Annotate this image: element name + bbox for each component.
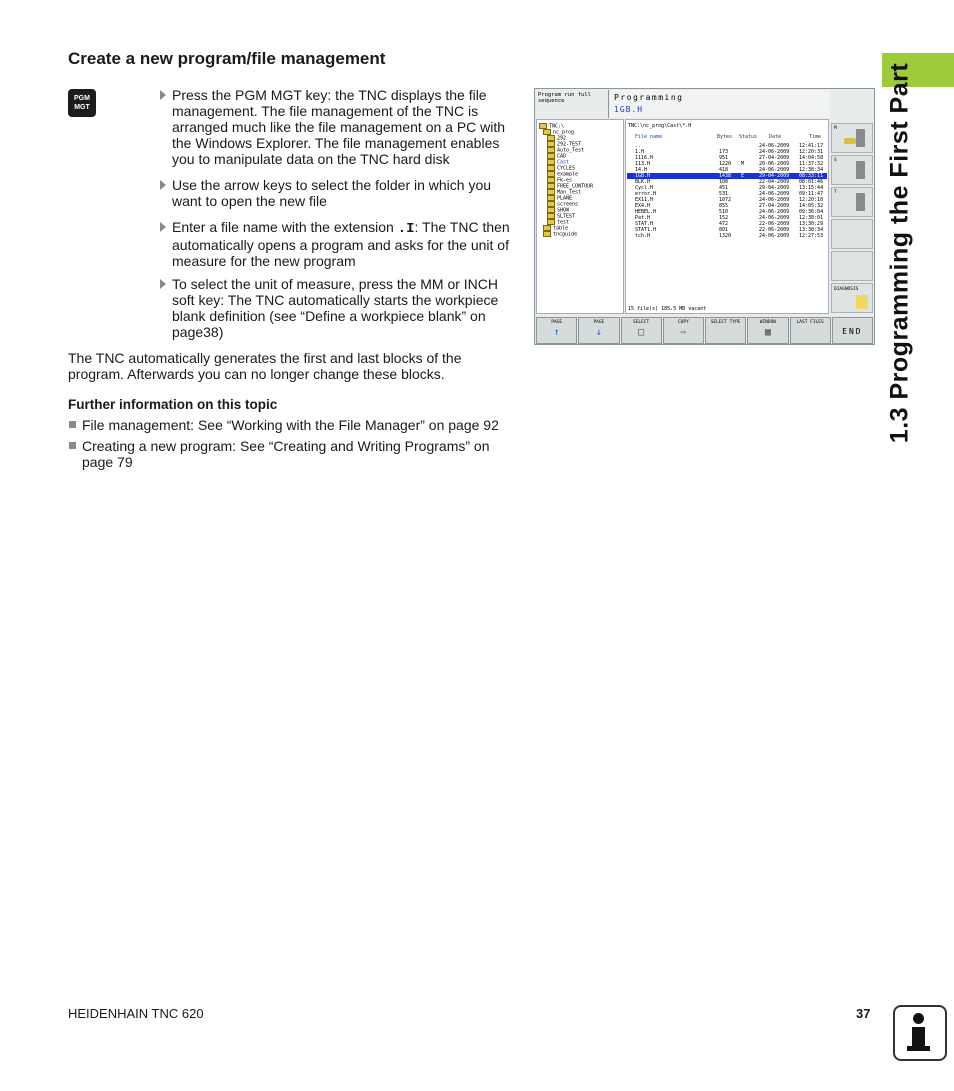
step-2: Use the arrow keys to select the folder in which you want to open the new file	[160, 177, 516, 209]
window-icon: ▦	[764, 327, 771, 338]
pgm-mgt-key-icon: PGM MGT	[68, 89, 96, 117]
folder-tree-item[interactable]: TNC:\	[539, 123, 564, 130]
folder-tree-item[interactable]: table	[543, 225, 568, 232]
step-1: Press the PGM MGT key: the TNC displays the file management. The file management of the TNC is arranged much like the file management on a PC with the Windows Explorer. The file management enables you to manipulate data on the TNC hard disk	[160, 87, 516, 167]
bullet-square-icon	[69, 442, 76, 449]
folder-tree-item[interactable]: Man_Test	[547, 189, 581, 196]
body-paragraph: The TNC automatically generates the first and last blocks of the program. Afterwards you can no longer change these blocks.	[68, 350, 462, 382]
side-softkey-empty-2[interactable]	[831, 251, 873, 281]
folder-tree-item[interactable]: example	[547, 171, 578, 178]
select-type-softkey[interactable]: SELECT TYPE	[705, 317, 746, 344]
side-softkey-s[interactable]: S	[831, 155, 873, 185]
file-row[interactable]: HEBEL.H 510 24-06-2009 09:36:04	[635, 209, 824, 215]
last-files-softkey[interactable]: LAST FILES	[790, 317, 831, 344]
arrow-down-icon: ↓	[595, 327, 602, 338]
page-up-softkey[interactable]: PAGE ↑	[536, 317, 577, 344]
folder-tree-item[interactable]: SHOW	[547, 207, 569, 214]
folder-tree-item[interactable]: Auto_Test	[547, 147, 584, 154]
side-softkey-panel	[831, 119, 873, 314]
folder-tree-item[interactable]: FREE_CONTOUR	[547, 183, 593, 190]
step-arrow-icon	[160, 222, 166, 232]
side-softkey-t[interactable]: T	[831, 187, 873, 217]
info-icon	[893, 1005, 947, 1061]
folder-tree-item[interactable]: SLTEST	[547, 213, 575, 220]
folder-tree-item[interactable]: tncguide	[543, 231, 577, 238]
folder-tree-item[interactable]: PLANE	[547, 195, 572, 202]
file-list	[625, 119, 829, 314]
file-row[interactable]: Pat.H 152 24-06-2009 12:38:01	[635, 215, 824, 221]
copy-softkey[interactable]: COPY ⇨	[663, 317, 704, 344]
softkey-row	[536, 317, 873, 344]
programming-header: Programming 1GB.H	[610, 90, 830, 118]
file-row[interactable]: 113.H 1220 M 20-06-2009 11:37:32	[635, 161, 824, 167]
file-row[interactable]: STAT1.H 801 22-06-2009 13:30:34	[635, 227, 824, 233]
select-softkey[interactable]: SELECT □	[621, 317, 662, 344]
folder-tree-item[interactable]: CYCLES	[547, 165, 575, 172]
folder-tree-item[interactable]: Fk-es	[547, 177, 572, 184]
file-row[interactable]: EX4.H 855 27-04-2009 14:05:32	[635, 203, 824, 209]
folder-tree-item[interactable]: screens	[547, 201, 578, 208]
tnc-screen-figure	[534, 88, 875, 345]
page-number: 37	[856, 1006, 871, 1021]
status-line: 15 file(s) 185.5 MB vacant	[628, 306, 707, 312]
further-info-heading: Further information on this topic	[68, 397, 278, 412]
side-softkey-m[interactable]: M	[831, 123, 873, 153]
folder-tree-item[interactable]: test	[547, 219, 569, 226]
step-arrow-icon	[160, 279, 166, 289]
section-heading: Create a new program/file management	[68, 49, 386, 68]
operating-mode-label: Program run full sequence	[536, 90, 609, 118]
footer-product: HEIDENHAIN TNC 620	[68, 1006, 204, 1021]
step-arrow-icon	[160, 90, 166, 100]
folder-tree-item[interactable]: 292-TEST	[547, 141, 581, 148]
end-softkey[interactable]: END	[832, 317, 873, 344]
step-3: Enter a file name with the extension .I: The TNC then automatically opens a program and asks for the unit of measure for the new program	[160, 219, 516, 269]
file-row[interactable]: .. 24-06-2009 12:41:17	[635, 143, 824, 149]
list-item: File management: See “Working with the File Manager” on page 92	[68, 417, 518, 433]
file-row[interactable]: 1116.H 951 27-04-2009 14:04:58	[635, 155, 824, 161]
folder-tree-item[interactable]: nc_prog	[543, 129, 574, 136]
folder-tree-item[interactable]: Cast	[547, 159, 569, 166]
file-icon: □	[638, 327, 645, 338]
file-row[interactable]: STAT.H 472 22-06-2009 13:30:29	[635, 221, 824, 227]
file-row[interactable]: 1GB.H 1438 E 29-04-2009 08:33:11	[627, 173, 827, 179]
list-item: Creating a new program: See “Creating and Writing Programs” on page 79	[68, 438, 518, 470]
page-down-softkey[interactable]: PAGE ↓	[578, 317, 619, 344]
file-row[interactable]: error.H 531 24-06-2009 09:11:47	[635, 191, 824, 197]
folder-tree-item[interactable]: CAD	[547, 153, 566, 160]
side-softkey-empty-1[interactable]	[831, 219, 873, 249]
window-softkey[interactable]: WINDOW ▦	[747, 317, 788, 344]
step-4: To select the unit of measure, press the MM or INCH soft key: The TNC automatically starts the workpiece blank definition (see “Define a workpiece blank” on page38)	[160, 276, 516, 340]
arrow-up-icon: ↑	[553, 327, 560, 338]
folder-tree-item[interactable]: 292	[547, 135, 566, 142]
file-row[interactable]: 14.H 418 24-06-2009 12:38:34	[635, 167, 824, 173]
file-path: TNC:\nc_prog\Cast\*.H	[628, 123, 692, 129]
bullet-square-icon	[69, 421, 76, 428]
file-row[interactable]: EX11.H 1072 24-06-2009 12:20:10	[635, 197, 824, 203]
file-row[interactable]: Cycl.H 451 29-04-2009 13:15:44	[635, 185, 824, 191]
step-arrow-icon	[160, 180, 166, 190]
chapter-side-title: 1.3 Programming the First Part	[885, 62, 914, 444]
file-row[interactable]: 1.H 173 24-06-2009 12:20:31	[635, 149, 824, 155]
file-row[interactable]: tch.H 1320 24-06-2009 12:27:53	[635, 233, 824, 239]
folder-icon	[543, 231, 551, 237]
file-list-header: File name Bytes Status Date Time	[635, 134, 822, 140]
diagnosis-softkey[interactable]: DIAGNOSIS	[831, 283, 873, 313]
file-row[interactable]: BLK.H 108 22-04-2009 08:01:46	[635, 179, 824, 185]
folder-tree	[536, 119, 624, 314]
copy-icon: ⇨	[680, 327, 687, 338]
